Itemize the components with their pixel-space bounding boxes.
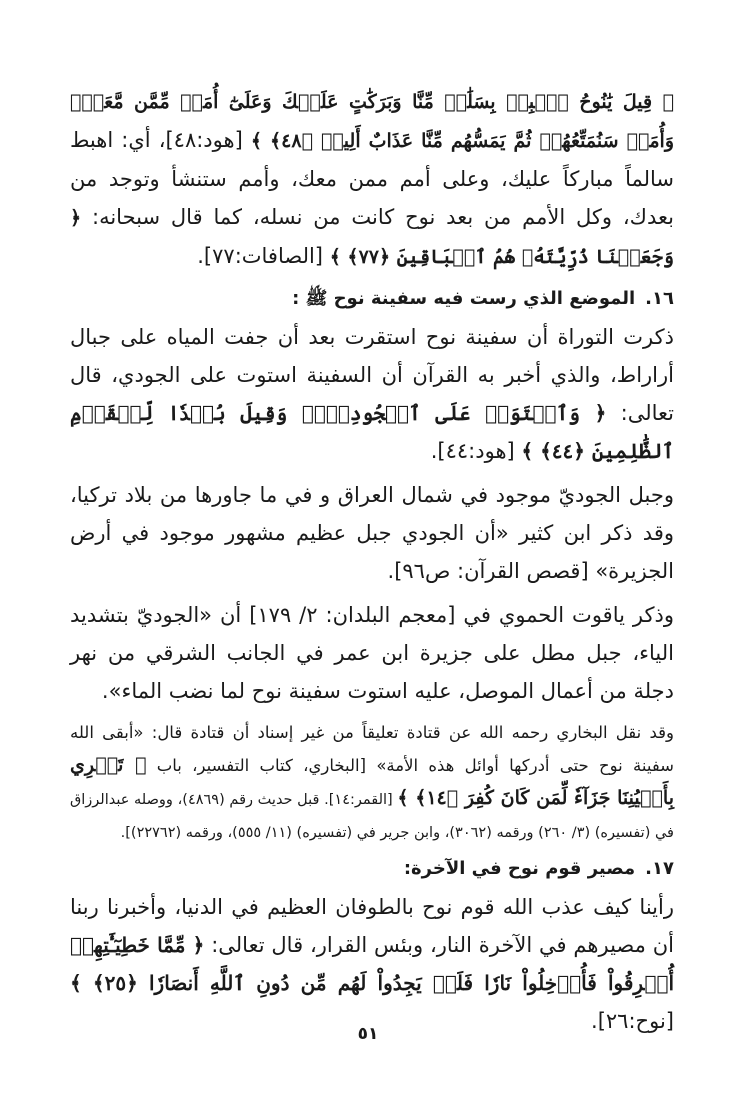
verse-reference: [نوح:٢٦]. bbox=[591, 1009, 674, 1033]
quran-verse: ﴿ قِيلَ يَٰنُوحُ ٱهۡبِطۡ بِسَلَٰمٖ مِّنَّا وَبَرَكَٰتٍ عَلَيۡكَ وَعَلَىٰٓ أُمَمٖ مِّمَّن مَّعَكَۚ وَأُمَمٞ سَنُمَتِّعُهُمۡ ثُمَّ يَمَسُّهُم مِّنَّا عَذَابٌ أَلِيمٞ ﴿٤٨﴾ ﴾ bbox=[70, 91, 674, 152]
verse-reference: [هود:٤٤]. bbox=[430, 439, 522, 463]
section-number: ١٧. bbox=[645, 858, 674, 879]
section-title: الموضع الذي رست فيه سفينة نوح ﷺ : bbox=[292, 288, 636, 309]
page-number: ٥١ bbox=[357, 1024, 379, 1044]
intro-paragraph bbox=[70, 82, 674, 276]
section-16-paragraph-1 bbox=[70, 318, 674, 470]
section-number: ١٦. bbox=[645, 288, 674, 309]
citation-text: [القمر:١٤]. قبل حديث رقم (٤٨٦٩)، ووصله عبدالرزاق في (تفسيره) (٣/ ٢٦٠) ورقمه (٣٠٦٢)، وابن جرير في (تفسيره) (١١/ ٥٥٥)، ورقمه (٢٢٧٦٢)]. bbox=[70, 792, 674, 841]
paragraph-text: رأينا كيف عذب الله قوم نوح بالطوفان العظيم في الدنيا، وأخبرنا ربنا أن مصيرهم في الآخرة النار، وبئس القرار، قال تعالى: bbox=[70, 895, 674, 957]
section-16-heading bbox=[70, 282, 674, 316]
section-17-heading bbox=[70, 852, 674, 886]
paragraph-text: وقد نقل البخاري رحمه الله عن قتادة تعليقاً من غير إسناد أن قتادة قال: «أبقى الله سفينة نوح حتى أدركها أوائل هذه الأمة» [البخاري، كتاب التفسير، باب bbox=[70, 723, 674, 775]
quran-verse: ﴿ وَٱسۡتَوَتۡ عَلَى ٱلۡجُودِيِّۖ وَقِيلَ بُعۡدٗا لِّلۡقَوۡمِ ٱلظَّٰلِمِينَ ﴿٤٤﴾ ﴾ bbox=[70, 401, 674, 463]
section-16-paragraph-4 bbox=[70, 716, 674, 848]
section-17-paragraph-1 bbox=[70, 888, 674, 1040]
quran-verse: ﴿ تَجۡرِي بِأَعۡيُنِنَا جَزَآءٗ لِّمَن كَانَ كُفِرَ ﴿١٤﴾ ﴾ bbox=[70, 754, 675, 809]
section-16-paragraph-3: وذكر ياقوت الحموي في [معجم البلدان: ٢/ ١٧٩] أن «الجوديّ بتشديد الياء، جبل مطل على جزيرة ابن عمر في الجانب الشرقي من نهر دجلة من أعمال الموصل، عليه استوت سفينة نوح لما نضب الماء». bbox=[70, 603, 674, 703]
quran-verse: ﴿ مِّمَّا خَطِيٓـَٰٔتِهِمۡ أُغۡرِقُواْ فَأُدۡخِلُواْ نَارٗا فَلَمۡ يَجِدُواْ لَهُم مِّن دُونِ ٱللَّهِ أَنصَارٗا ﴿٢٥﴾ ﴾ bbox=[70, 933, 675, 995]
intro-reference: [هود:٤٨]، أي: اهبط سالماً مباركاً عليك، وعلى أمم ممن معك، وأمم ستنشأ وتوجد من بعدك، وكل الأمم من بعد نوح كانت من نسله، كما قال سبحانه: bbox=[70, 128, 674, 229]
paragraph-text: ذكرت التوراة أن سفينة نوح استقرت بعد أن جفت المياه على جبال أراراط، والذي أخبر به القرآن أن السفينة استوت على الجودي، قال تعالى: bbox=[70, 325, 674, 425]
quran-verse: ﴿ وَجَعَلۡنَا ذُرِّيَّتَهُۥ هُمُ ٱلۡبَاقِينَ ﴿٧٧﴾ ﴾ bbox=[70, 207, 674, 268]
section-16-paragraph-2: وجبل الجوديّ موجود في شمال العراق و في ما جاورها من بلاد تركيا، وقد ذكر ابن كثير «أن الجودي جبل عظيم مشهور موجود في أرض الجزيرة» [قصص القرآن: ص٩٦]. bbox=[70, 483, 674, 583]
section-title: مصير قوم نوح في الآخرة: bbox=[403, 858, 636, 879]
intro-reference-2: [الصافات:٧٧]. bbox=[197, 244, 330, 268]
